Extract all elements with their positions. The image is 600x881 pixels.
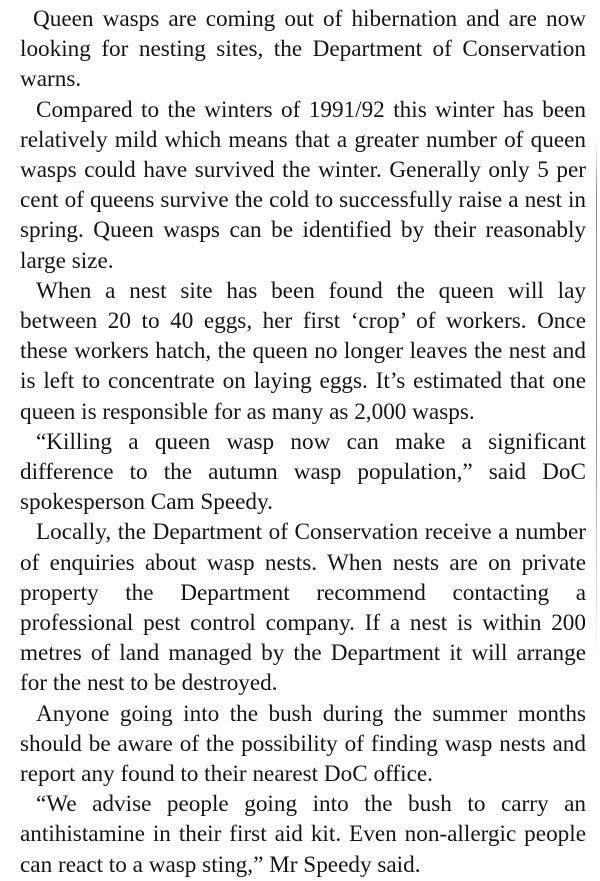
article-paragraph: Locally, the Department of Conservation receive a number of enquiries about wasp nests. When nests are on private property the Department recommend contacting a professional pest control company. If a nest is within 200 metres of land managed by the Department it will arrange for the nest to be destroyed. <box>20 519 586 697</box>
article-paragraph: Anyone going into the bush during the summer months should be aware of the possibility of finding wasp nests and report any found to their nearest DoC office. <box>20 700 586 788</box>
article-paragraph: “Killing a queen wasp now can make a significant difference to the autumn wasp population,” said DoC spokesperson Cam Speedy. <box>20 428 586 516</box>
article-paragraph: Compared to the winters of 1991/92 this winter has been relatively mild which means that a greater number of queen wasps could have survived the winter. Generally only 5 per cent of queens survive the cold to successfully raise a nest in spring. Queen wasps can be identified by their reasonably large size. <box>20 96 586 274</box>
article-paragraph: When a nest site has been found the queen will lay between 20 to 40 eggs, her first ‘crop’ of workers. Once these workers hatch, the queen no longer leaves the nest and is left to concentrate on laying eggs. It’s estimated that one queen is responsible for as many as 2,000 wasps. <box>20 277 586 425</box>
article-paragraph: Queen wasps are coming out of hibernation and are now looking for nesting sites, the Department of Conservation warns. <box>20 6 586 93</box>
article-paragraph: “We advise people going into the bush to carry an antihistamine in their first aid kit. Even non-allergic people can react to a wasp sting,” Mr Speedy said. <box>20 791 586 878</box>
column-edge-rule <box>596 140 597 660</box>
